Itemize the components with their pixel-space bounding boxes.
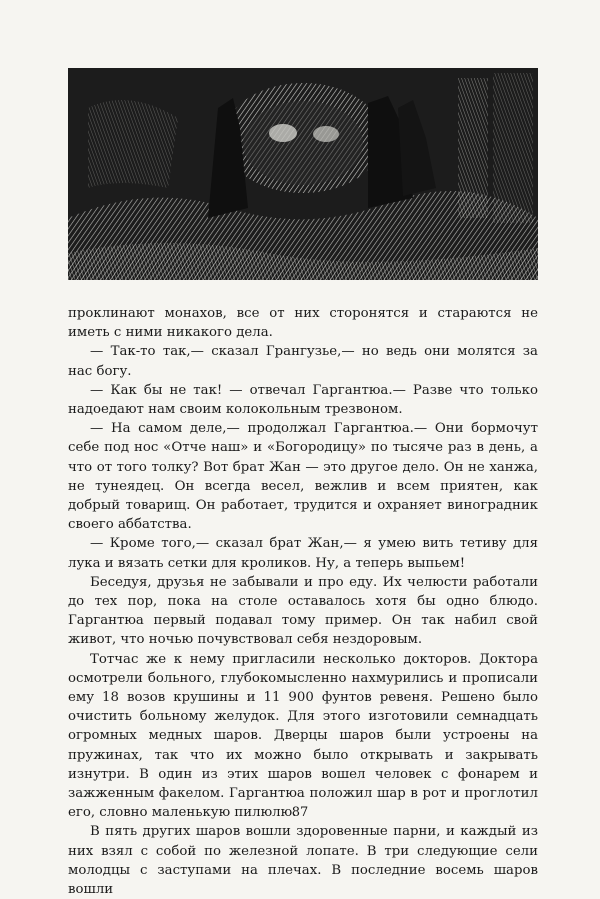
paragraph: — Как бы не так! — отвечал Гаргантюа.— Разве что только надоедают нам своим колокольным трезвоном. xyxy=(68,382,538,418)
paragraph: — Кроме того,— сказал брат Жан,— я умею вить тетиву для лука и вязать сетки для кроликов. Ну, а теперь выпьем! xyxy=(68,536,538,571)
paragraph: В пять других шаров вошли здоровенные парни, и каждый из них взял с собой по железной лопате. В три следующие сели молодцы с заступами на плечах. В последние восемь шаров вошли xyxy=(68,824,538,898)
paragraph: Тотчас же к нему пригласили несколько докторов. Доктора осмотрели больного, глубокомысленно нахмурились и прописали ему 18 возов крушины и 11 900 фунтов ревеня. Решено было очистить больному желудок. Для этого изготовили семнадцать огромных медных шаров. Дверцы шаров были устроены на пружинах, так что их можно было открывать и закрывать изнутри. В один из этих шаров вошел человек с фонарем и зажженным факелом. Гаргантюа положил шар в рот и проглотил его, словно маленькую пилюлю. xyxy=(68,651,538,821)
page-number: 87 xyxy=(291,805,309,820)
paragraph: проклинают монахов, все от них сторонятся и стараются не иметь с ними никакого дела. xyxy=(68,306,538,341)
paragraph: — Так-то так,— сказал Грангузье,— но ведь они молятся за нас богу. xyxy=(68,344,538,379)
engraving-icon xyxy=(68,68,538,280)
paragraph: Беседуя, друзья не забывали и про еду. Их челюсти работали до тех пор, пока на столе оставалось хотя бы одно блюдо. Гаргантюа первый подавал тому пример. Он так набил свой живот, что ночью почувствовал себя нездоровым. xyxy=(68,574,538,648)
paragraph: — На самом деле,— продолжал Гаргантюа.— Они бормочут себе под нос «Отче наш» и «Богородицу» по тысяче раз в день, а что от того толку? Вот брат Жан — это другое дело. Он не ханжа, не тунеядец. Он всегда весел, вежлив и всем приятен, как добрый товарищ. Он работает, трудится и охраняет виноградник своего аббатства. xyxy=(68,421,538,533)
engraving-illustration xyxy=(68,68,538,280)
